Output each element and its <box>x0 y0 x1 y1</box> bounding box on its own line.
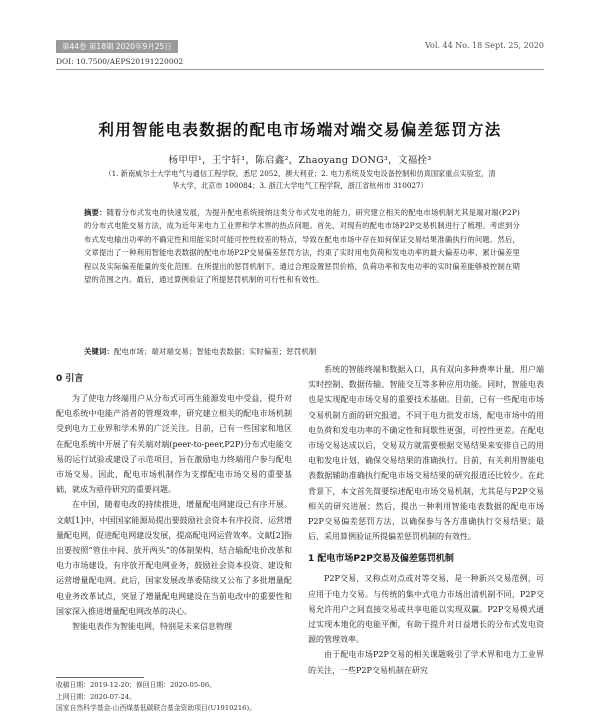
abstract-label: 摘要： <box>84 208 107 217</box>
paragraph: 在中国，随着电改的持续推进，增量配电网建设已有序开展。文献[1]中，中国国家能源局提出要鼓励社会资本有序投资、运营增量配电网，促进配电网建设发展，提高配电网运营效率。文献[2]指出要按照“管住中间、放开两头”的体制架构，结合输配电价改革和电力市场建设，有序放开配电网业务，鼓励社会资本投资、建设和运营增量配电网。此后，国家发展改革委陆续又公布了多批增量配电业务改革试点，突显了增量配电网建设在当前电改中的重要性和国家深入推进增量配电网改革的决心。 <box>56 500 292 616</box>
keywords-label: 关键词： <box>84 347 114 356</box>
doi[interactable]: DOI: 10.7500/AEPS20191220002 <box>56 57 184 66</box>
paragraph: 由于配电市场P2P交易的相关课题吸引了学术界和电力工业界的关注，一些P2P交易机制在研究 <box>308 650 544 675</box>
footnotes <box>56 680 292 715</box>
abstract <box>84 206 520 286</box>
keywords <box>84 347 520 357</box>
section-heading-introduction: 0 引言 <box>56 374 84 384</box>
issue-tag: 第44卷 第18期 2020年9月25日 <box>56 40 178 53</box>
footnote-divider <box>56 677 144 678</box>
paragraph: 为了使电力终端用户从分布式可再生能源发电中受益，提升对配电系统中电能产消者的管理效率，研究建立相关的配电市场机制受到电力工业界和学术界的广泛关注。目前，已有一些国家和地区在配电系统中开展了有关端对端(peer-to-peer,P2P)分布式电能交易的运行试验或建设了示范项目，旨在激励电力终端用户参与配电市场交易。因此，配电市场机制作为支撑配电市场交易的重要基础，就成为亟待研究的重要问题。 <box>56 394 292 495</box>
keywords-text: 配电市场；端对端交易；智能电表数据；实时偏差；惩罚机制 <box>114 347 317 356</box>
paper-title: 利用智能电表数据的配电市场端对端交易偏差惩罚方法 <box>98 121 502 139</box>
header-divider <box>56 69 544 70</box>
paragraph: 系统的智能终端和数据入口，具有双向多种费率计量、用户端实时控制、数据传输、智能交互等多种应用功能。同时，智能电表也是实现配电市场交易的重要技术基础。目前，已有一些配电市场交易机制方面的研究报道。不同于电力批发市场，配电市场中的用电负荷和发电功率的不确定性和间歇性更强，可控性更差。在配电市场交易达成以后，交易双方就需要根据交易结果来安排自己的用电和发电计划，确保交易结果的准确执行。目前，有关利用智能电表数据辅助准确执行配电市场交易结果的研究报道还比较少。在此背景下，本文首先简要综述配电市场交易机制，尤其是与P2P交易相关的研究进展；然后，提出一种利用智能电表数据的配电市场P2P交易偏差惩罚方法，以确保参与各方准确执行交易结果；最后，采用算例验证所提偏差惩罚机制的有效性。 <box>308 365 544 542</box>
volume-info: Vol. 44 No. 18 Sept. 25, 2020 <box>425 41 544 50</box>
authors: 杨甲甲¹，王宇轩¹，陈启鑫²，Zhaoyang DONG³，文福拴³ <box>168 155 432 166</box>
affiliations: （1. 新南威尔士大学电气与通信工程学院，悉尼 2052，澳大利亚；2. 电力系统及发电设备控制和仿真国家重点实验室，清华大学，北京市 100084；3. 浙江大学电气工程学院，浙江省杭州市 310027） <box>104 169 496 190</box>
abstract-text: 随着分布式发电的快速发展，为提升配电系统接纳这类分布式发电的能力，研究建立相关的配电市场机制尤其是端对端(P2P)的分布式电能交易方法，成为近年来电力工业界和学术界的热点问题。首先，对现有的配电市场P2P交易机制进行了梳理。考虑到分布式发电输出功率的不确定性和用能实时可能可控性较差的特点，导致在配电市场中存在如何保证交易结果准确执行的问题。然后，文章提出了一种利用智能电表数据的配电市场P2P交易偏差惩罚方法，约束了实时用电负荷和发电功率的最大偏差功率、累计偏差里程以及实际偏差能量的变化范围。在所提出的惩罚机制下，通过合理设置惩罚价格，负荷功率和发电功率的实时偏差能够被控制在期望的范围之内。最后，通过算例验证了所提惩罚机制的可行性和有效性。 <box>84 208 520 285</box>
left-column <box>56 362 292 634</box>
footnote-received: 收稿日期：2019-12-20；修回日期：2020-05-06。 <box>56 681 216 689</box>
footnote-online: 上网日期：2020-07-24。 <box>56 692 136 701</box>
footnote-funding: 国家自然科学基金-山西煤基低碳联合基金资助项目(U1910216)。 <box>56 704 256 713</box>
journal-header <box>56 40 544 54</box>
paragraph: P2P交易，又称点对点或对等交易，是一种新兴交易范例，可应用于电力交易。与传统的集中式电力市场出清机制不同，P2P交易允许用户之间直接交易或共享电能以实现双赢。P2P交易模式通过实现本地化的电能平衡，有助于提升对日益增长的分布式发电资源的管理效率。 <box>308 574 544 645</box>
paragraph: 智能电表作为智能电网，特别是未来信息物理 <box>72 622 232 632</box>
right-column <box>308 362 544 678</box>
section-heading-p2p: 1 配电市场P2P交易及偏差惩罚机制 <box>308 554 454 565</box>
